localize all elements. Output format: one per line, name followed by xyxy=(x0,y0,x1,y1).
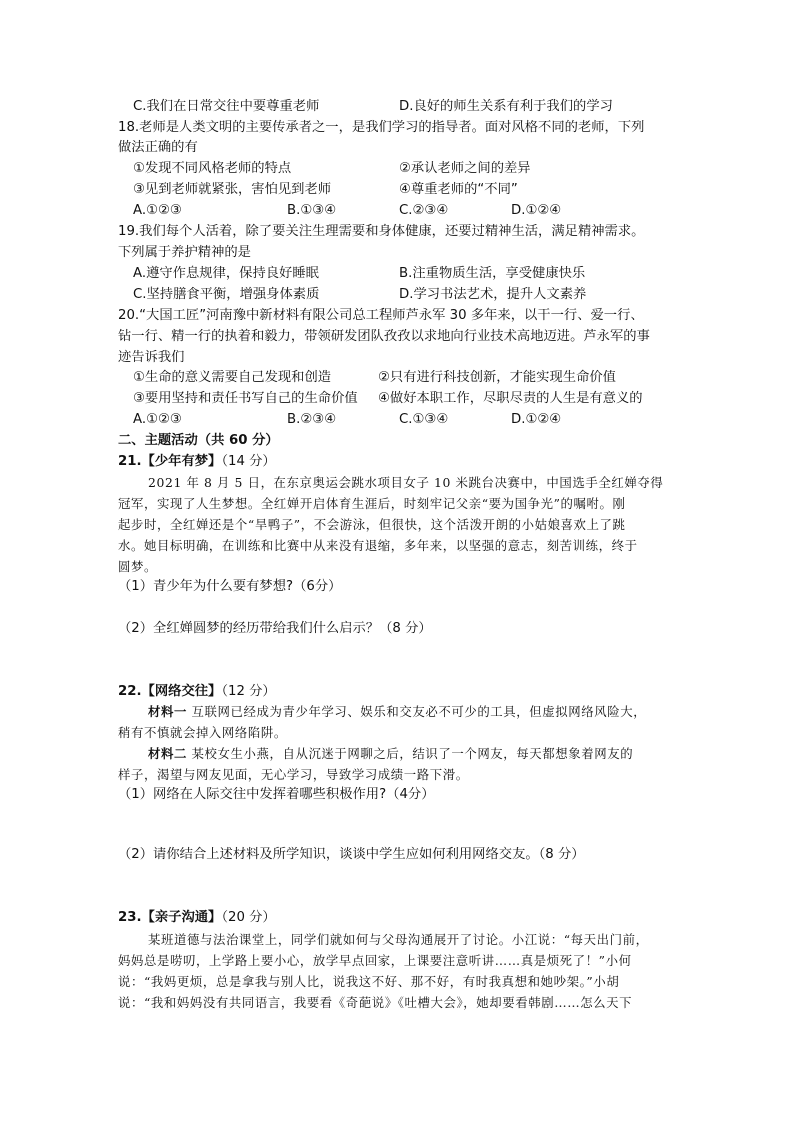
q22-title: 22.【网络交往】 xyxy=(118,684,222,699)
q19-option-a: A.遵守作息规律，保持良好睡眠 xyxy=(133,266,319,281)
q23-material-line-3: 说：“我妈更烦，总是拿我与别人比，说我这不好、那不好，有时我真想和她吵架。”小胡 xyxy=(118,974,620,989)
q19-option-c: C.坚持膳食平衡，增强身体素质 xyxy=(133,287,320,302)
q19-stem-line-2: 下列属于养护精神的是 xyxy=(118,245,251,260)
q22-score: （12 分） xyxy=(221,684,276,699)
q21-material-line-3: 起步时，全红婵还是个“旱鸭子”，不会游泳，但很快，这个活泼开朗的小姑娘喜欢上了跳 xyxy=(118,517,626,532)
q18-statement-4: ④尊重老师的“不同” xyxy=(399,182,518,197)
q20-option-d: D.①②④ xyxy=(511,412,562,427)
q19-option-d: D.学习书法艺术，提升人文素养 xyxy=(399,287,587,302)
q20-statement-3: ③要用坚持和责任书写自己的生命价值 xyxy=(133,391,358,406)
section-two-heading: 二、主题活动（共 60 分） xyxy=(118,433,279,448)
q22-material-2-label: 材料二 xyxy=(148,746,187,761)
q22-material-1-label: 材料一 xyxy=(148,704,187,719)
q17-option-d: D.良好的师生关系有利于我们的学习 xyxy=(399,99,613,114)
q18-option-d: D.①②④ xyxy=(511,203,562,218)
q22-heading xyxy=(118,682,276,702)
q17-option-c: C.我们在日常交往中要尊重老师 xyxy=(133,99,320,114)
q23-material-line-1: 某班道德与法治课堂上，同学们就如何与父母沟通展开了讨论。小江说：“每天出门前， xyxy=(148,932,649,947)
q21-material-line-5: 圆梦。 xyxy=(118,559,157,574)
q18-stem-line-1: 18.老师是人类文明的主要传承者之一，是我们学习的指导者。面对风格不同的老师，下列 xyxy=(118,120,645,135)
q22-sub-question-1: （1）网络在人际交往中发挥着哪些积极作用?（4分） xyxy=(118,787,435,802)
q18-option-a: A.①②③ xyxy=(133,203,182,218)
q20-statement-1: ①生命的意义需要自己发现和创造 xyxy=(133,370,332,385)
q18-option-b: B.①③④ xyxy=(287,203,337,218)
q20-stem-line-3: 迹告诉我们 xyxy=(118,350,185,365)
q21-heading xyxy=(118,452,276,472)
q20-statement-4: ④做好本职工作，尽职尽责的人生是有意义的 xyxy=(378,391,643,406)
q23-score: （20 分） xyxy=(221,910,276,925)
q22-material-2-line-2: 样子，渴望与网友见面，无心学习，导致学习成绩一路下滑。 xyxy=(118,767,469,782)
q21-material-line-4: 水。她目标明确，在训练和比赛中从来没有退缩，多年来，以坚强的意志，刻苦训练，终于 xyxy=(118,538,638,553)
q22-material-1-text: 互联网已经成为青少年学习、娱乐和交友必不可少的工具，但虚拟网络风险大， xyxy=(186,704,647,719)
q21-material-line-2: 冠军，实现了人生梦想。全红婵开启体育生涯后，时刻牢记父亲“要为国争光”的嘱咐。刚 xyxy=(118,496,626,511)
q18-statement-2: ②承认老师之间的差异 xyxy=(399,161,531,176)
q22-material-1-line-2: 稍有不慎就会掉入网络陷阱。 xyxy=(118,725,287,740)
q21-score: （14 分） xyxy=(221,454,276,469)
q18-statement-3: ③见到老师就紧张，害怕见到老师 xyxy=(133,182,332,197)
q18-option-c: C.②③④ xyxy=(399,203,449,218)
q20-stem-line-1: 20.“大国工匠”河南豫中新材料有限公司总工程师芦永军 30 多年来，以干一行、爱一行、 xyxy=(118,308,644,323)
q18-statement-1: ①发现不同风格老师的特点 xyxy=(133,161,292,176)
q23-material-line-4: 说：“我和妈妈没有共同语言，我要看《奇葩说》《吐槽大会》，她却要看韩剧……怎么天下 xyxy=(118,995,633,1010)
q18-stem-line-2: 做法正确的有 xyxy=(118,140,198,155)
q20-statement-2: ②只有进行科技创新，才能实现生命价值 xyxy=(378,370,616,385)
q20-option-a: A.①②③ xyxy=(133,412,182,427)
q22-material-1-line-1 xyxy=(148,702,646,722)
q21-title: 21.【少年有梦】 xyxy=(118,454,222,469)
q23-title: 23.【亲子沟通】 xyxy=(118,910,222,925)
q22-sub-question-2: （2）请你结合上述材料及所学知识，谈谈中学生应如何利用网络交友。（8 分） xyxy=(118,847,585,862)
q20-option-b: B.②③④ xyxy=(287,412,337,427)
q23-material-line-2: 妈妈总是唠叨，上学路上要小心，放学早点回家，上课要注意听讲……真是烦死了！”小何 xyxy=(118,953,632,968)
q21-sub-question-1: （1）青少年为什么要有梦想?（6分） xyxy=(118,579,342,594)
q23-heading xyxy=(118,908,276,928)
q22-material-2-line-1 xyxy=(148,744,633,764)
q20-option-c: C.①③④ xyxy=(399,412,449,427)
q20-stem-line-2: 钻一行、精一行的执着和毅力，带领研发团队孜孜以求地向行业技术高地迈进。芦永军的事 xyxy=(118,329,650,344)
q21-sub-question-2: （2）全红婵圆梦的经历带给我们什么启示？（8 分） xyxy=(118,621,432,636)
q21-material-line-1: 2021 年 8 月 5 日，在东京奥运会跳水项目女子 10 米跳台决赛中，中国选手全红婵夺得 xyxy=(148,475,664,490)
q19-option-b: B.注重物质生活，享受健康快乐 xyxy=(399,266,586,281)
q19-stem-line-1: 19.我们每个人活着，除了要关注生理需要和身体健康，还要过精神生活，满足精神需求。 xyxy=(118,224,645,239)
q22-material-2-text: 某校女生小燕，自从沉迷于网聊之后，结识了一个网友，每天都想象着网友的 xyxy=(186,746,634,761)
